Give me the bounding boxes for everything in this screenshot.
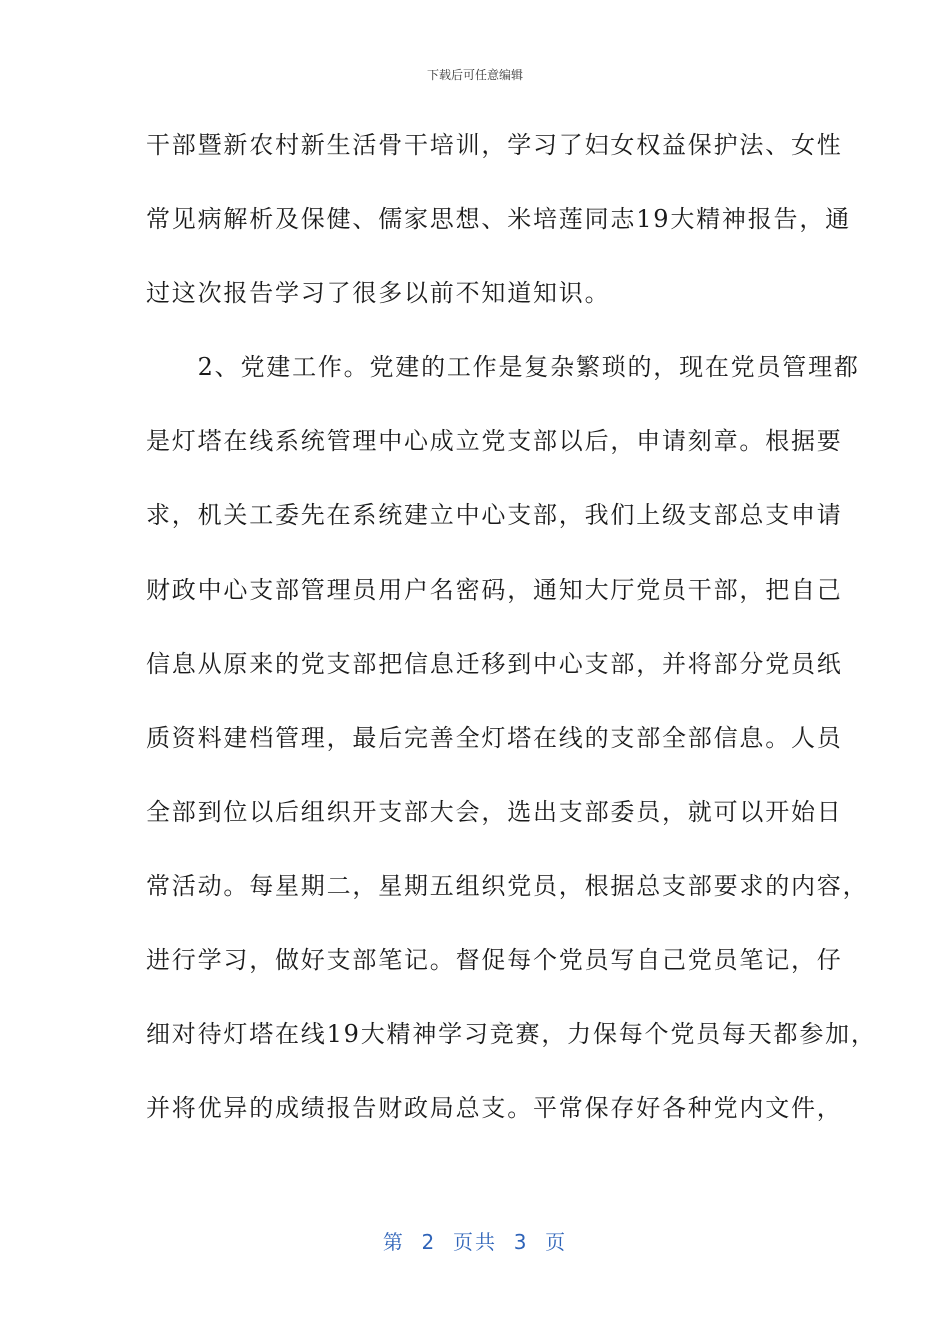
body-line-14: 并将优异的成绩报告财政局总支。平常保存好各种党内文件， (146, 1094, 843, 1123)
body-line-3: 过这次报告学习了很多以前不知道知识。 (146, 279, 611, 308)
document-body (146, 120, 877, 1157)
page-number-label: 第 2 页共 3 页 (382, 1230, 568, 1254)
body-line-5: 是灯塔在线系统管理中心成立党支部以后，申请刻章。根据要 (146, 427, 843, 456)
body-line-8: 信息从原来的党支部把信息迁移到中心支部，并将部分党员纸 (146, 649, 843, 678)
body-line-9: 质资料建档管理，最后完善全灯塔在线的支部全部信息。人员 (146, 723, 843, 752)
body-line-2: 常见病解析及保健、儒家思想、米培莲同志19大精神报告，通 (146, 205, 851, 234)
body-line-12: 进行学习，做好支部笔记。督促每个党员写自己党员笔记，仔 (146, 946, 843, 975)
body-line-10: 全部到位以后组织开支部大会，选出支部委员，就可以开始日 (146, 797, 843, 826)
body-line-7: 财政中心支部管理员用户名密码，通知大厅党员干部，把自己 (146, 575, 843, 604)
body-line-11: 常活动。每星期二，星期五组织党员，根据总支部要求的内容， (146, 871, 869, 900)
body-line-1: 干部暨新农村新生活骨干培训，学习了妇女权益保护法、女性 (146, 131, 843, 159)
body-line-13: 细对待灯塔在线19大精神学习竞赛，力保每个党员每天都参加， (146, 1020, 877, 1049)
page-footer (0, 1226, 950, 1255)
body-line-4: 2、党建工作。党建的工作是复杂繁琐的，现在党员管理都 (146, 353, 860, 382)
page-header-note: 下载后可任意编辑 (426, 68, 523, 82)
body-line-6: 求，机关工委先在系统建立中心支部，我们上级支部总支申请 (146, 501, 843, 530)
